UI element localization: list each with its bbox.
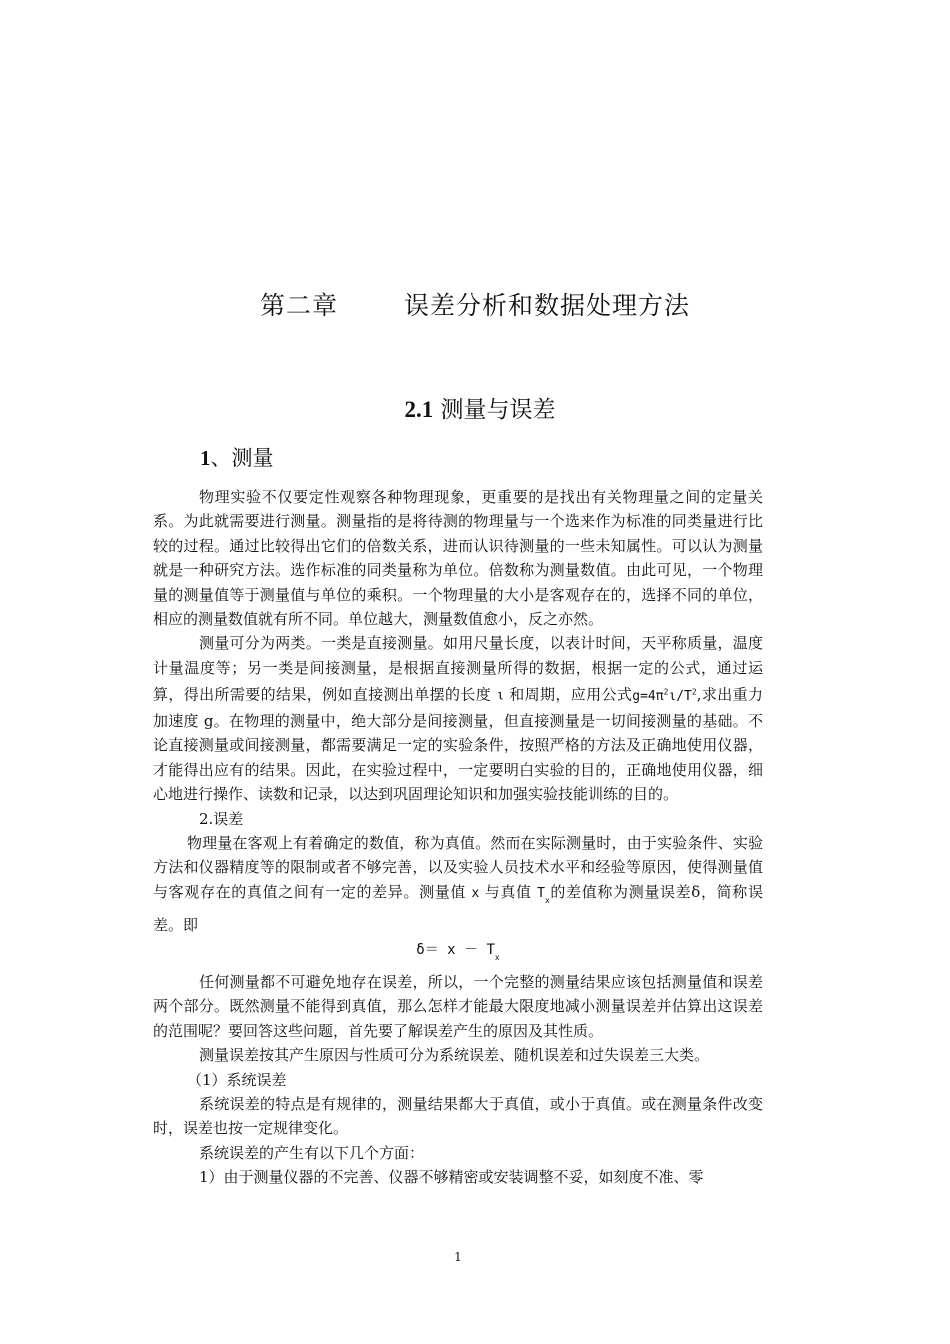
formula-subscript: x <box>494 952 500 962</box>
subsection-separator: 、 <box>210 446 232 470</box>
text-segment: 的差值称为测量误差δ，简称误差。即 <box>153 882 763 935</box>
formula-exponent: 2 <box>663 687 669 697</box>
section-number: 2.1 <box>404 397 434 422</box>
chapter-number: 第二章 <box>259 291 338 320</box>
subsection-number: 1 <box>200 446 211 470</box>
symbol-T: T <box>537 885 545 901</box>
paragraph-error-definition <box>153 831 763 938</box>
chapter-name: 误差分析和数据处理方法 <box>404 291 691 320</box>
text-segment: ,求出重力加速度 g。在物理的测量中，绝大部分是间接测量，但直接测量是一切间接测量的基础。不论直接测量或间接测量，都需要满足一定的实验条件，按照严格的方法及正确地使用仪器，才能得出应有的结果。因此，在实验过程中，一定要明白实验的目的，正确地使用仪器，细心地进行操作、读数和记录，以达到巩固理论知识和加强实验技能训练的目的。 <box>153 685 763 804</box>
page-number: 1 <box>454 1250 462 1264</box>
heading-systematic-error: （1）系统误差 <box>187 1070 287 1089</box>
pendulum-formula <box>632 689 696 704</box>
subsection-title <box>200 442 274 472</box>
text-segment: 和周期，应用公式 <box>509 685 633 704</box>
symbol-true-value <box>537 885 550 905</box>
error-formula <box>153 938 763 970</box>
formula-part: ι/T <box>668 688 692 704</box>
section-name: 测量与误差 <box>440 397 556 423</box>
subsection-name: 测量 <box>231 446 274 470</box>
formula-exponent: 2 <box>691 687 697 697</box>
paragraph-systematic-characteristics: 系统误差的特点是有规律的，测量结果都大于真值，或小于真值。或在测量条件改变时，误差也按一定规律变化。 <box>153 1095 763 1138</box>
text-segment: 与真值 <box>484 882 532 901</box>
symbol-length: ι <box>496 688 505 704</box>
paragraph-error-unavoidable: 任何测量都不可避免地存在误差，所以，一个完整的测量结果应该包括测量值和误差两个部分。既然测量不能得到真值，那么怎样才能最大限度地减小测量误差并估算出这误差的范围呢？要回答这些问题，首先要了解误差产生的原因及其性质。 <box>153 973 763 1040</box>
paragraph-systematic-sources: 系统误差的产生有以下几个方面： <box>199 1143 425 1162</box>
paragraph-measurement-types <box>153 631 763 806</box>
symbol-subscript: x <box>544 895 550 905</box>
section-title <box>0 391 950 424</box>
text-segment: 物理量在客观上有着确定的数值，称为真值。然而在实际测量时，由于实验条件、实验方法和仪器精度等的限制或者不够完善，以及实验人员技术水平和经验等原因，使得测量值与客观存在的真值之间有一定的差异。测量值 <box>153 834 763 901</box>
formula-expression: δ＝ x － T <box>416 941 495 958</box>
chapter-title <box>0 286 950 322</box>
formula-part: g=4π <box>632 688 664 704</box>
paragraph-error-classes: 测量误差按其产生原因与性质可分为系统误差、随机误差和过失误差三大类。 <box>199 1046 710 1065</box>
paragraph-measurement-definition: 物理实验不仅要定性观察各种物理现象，更重要的是找出有关物理量之间的定量关系。为此就需要进行测量。测量指的是将待测的物理量与一个选来作为标准的同类量进行比较的过程。通过比较得出它们的倍数关系，进而认识待测量的一些未知属性。可以认为测量就是一种研究方法。选作标准的同类量称为单位。倍数称为测量数值。由此可见，一个物理量的测量值等于测量值与单位的乘积。一个物理量的大小是客观存在的，选择不同的单位，相应的测量数值就有所不同。单位越大，测量数值愈小，反之亦然。 <box>153 488 763 629</box>
paragraph-source-instrument: 1）由于测量仪器的不完善、仪器不够精密或安装调整不妥，如刻度不准、零 <box>199 1168 704 1187</box>
body-text <box>153 485 763 1190</box>
text-segment: 测量可分为两类。一类是直接测量。如用尺量长度，以表计时间，天平称质量，温度计量温度等；另一类是间接测量，是根据直接测量所得的数据，根据一定的公式，通过运算，得出所需要的结果，例如直接测出单摆的长度 <box>153 634 763 704</box>
heading-error: 2.误差 <box>199 809 244 828</box>
symbol-x: x <box>471 885 480 901</box>
